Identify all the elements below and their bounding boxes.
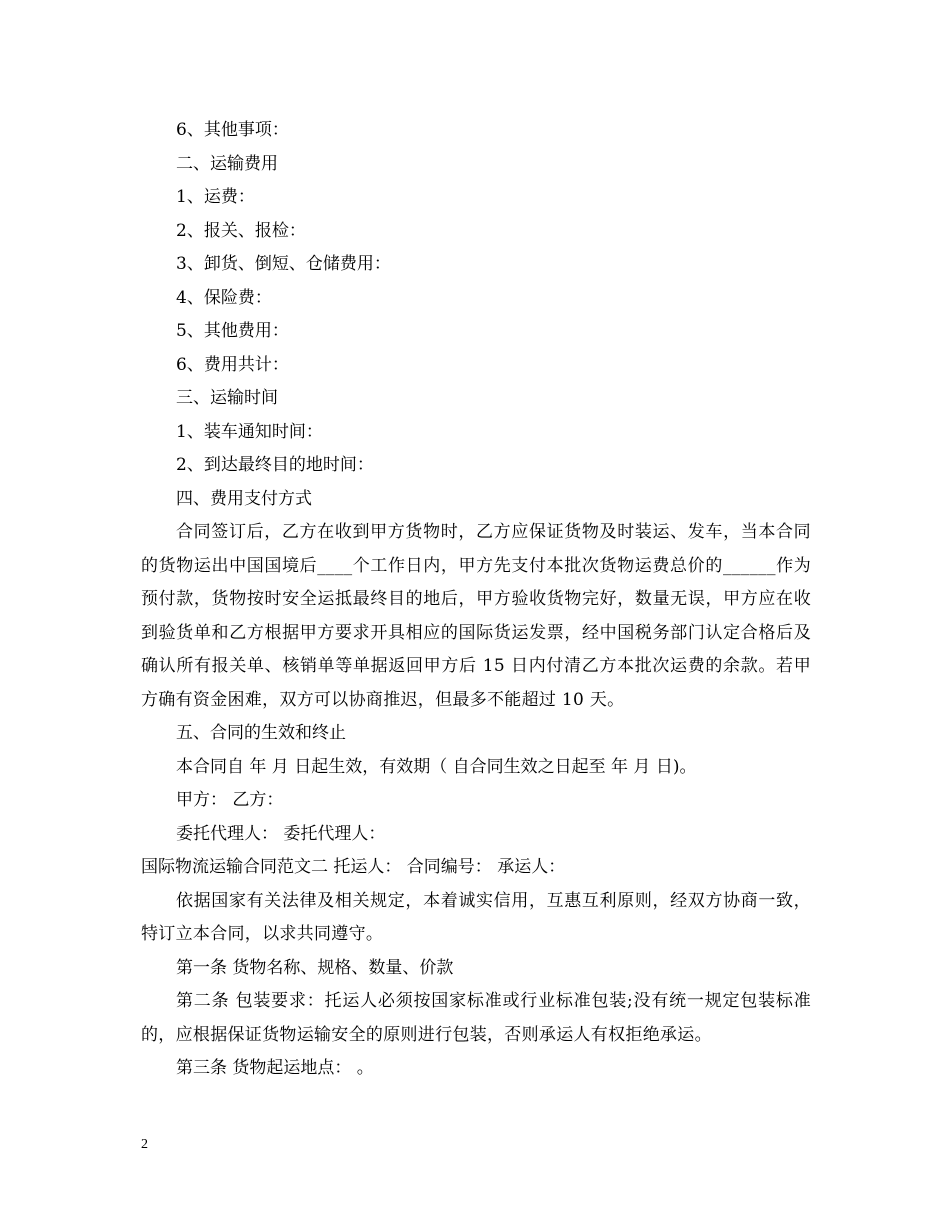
contract-title-line: 国际物流运输合同范文二 托运人： 合同编号： 承运人： — [141, 857, 566, 877]
item-other-costs: 5、其他费用： — [176, 321, 289, 341]
party-line: 甲方： 乙方： — [176, 790, 284, 810]
basis-paragraph: 依据国家有关法律及相关规定，本着诚实信用，互惠互利原则，经双方协商一致，特订立本合同，以求共同遵守。 — [141, 890, 811, 944]
item-customs: 2、报关、报检： — [176, 220, 306, 241]
document-body — [141, 114, 811, 1086]
item-insurance: 4、保险费： — [176, 287, 272, 308]
article-2-paragraph: 第二条 包装要求：托运人必须按国家标准或行业标准包装;没有统一规定包装标准的，应根据保证货物运输安全的原则进行包装，否则承运人有权拒绝承运。 — [141, 991, 811, 1045]
item-unloading-storage: 3、卸货、倒短、仓储费用： — [176, 254, 391, 274]
item-total-costs: 6、费用共计： — [176, 354, 289, 375]
heading-transport-time: 三、运输时间 — [176, 388, 278, 408]
item-loading-notice-time: 1、装车通知时间： — [176, 421, 323, 442]
heading-transport-costs: 二、运输费用 — [176, 153, 278, 174]
item-freight: 1、运费： — [176, 187, 255, 207]
agent-line: 委托代理人： 委托代理人： — [176, 823, 386, 844]
validity-line: 本合同自 年 月 日起生效，有效期（ 自合同生效之日起至 年 月 日)。 — [176, 756, 697, 777]
payment-paragraph: 合同签订后，乙方在收到甲方货物时，乙方应保证货物及时装运、发车，当本合同的货物运出中国国境后____个工作日内，甲方先支付本批次货物运费总价的______作为预付款，货物按时安全运抵最终目的地后，甲方验收货物完好，数量无误，甲方应在收到验货单和乙方根据甲方要求开具相应的国际货运发票，经中国税务部门认定合格后及确认所有报关单、核销单等单据返回甲方后 15 日内付清乙方本批次运费的余款。若甲方确有资金困难，双方可以协商推迟，但最多不能超过 10 天。 — [141, 522, 811, 710]
heading-effect-termination: 五、合同的生效和终止 — [176, 723, 346, 743]
article-3: 第三条 货物起运地点： 。 — [176, 1058, 374, 1078]
item-arrival-time: 2、到达最终目的地时间： — [176, 455, 374, 475]
article-1: 第一条 货物名称、规格、数量、价款 — [176, 957, 454, 978]
page-number: 2 — [141, 1137, 148, 1152]
item-other-matters: 6、其他事项： — [176, 120, 289, 140]
heading-payment-method: 四、费用支付方式 — [176, 488, 312, 509]
